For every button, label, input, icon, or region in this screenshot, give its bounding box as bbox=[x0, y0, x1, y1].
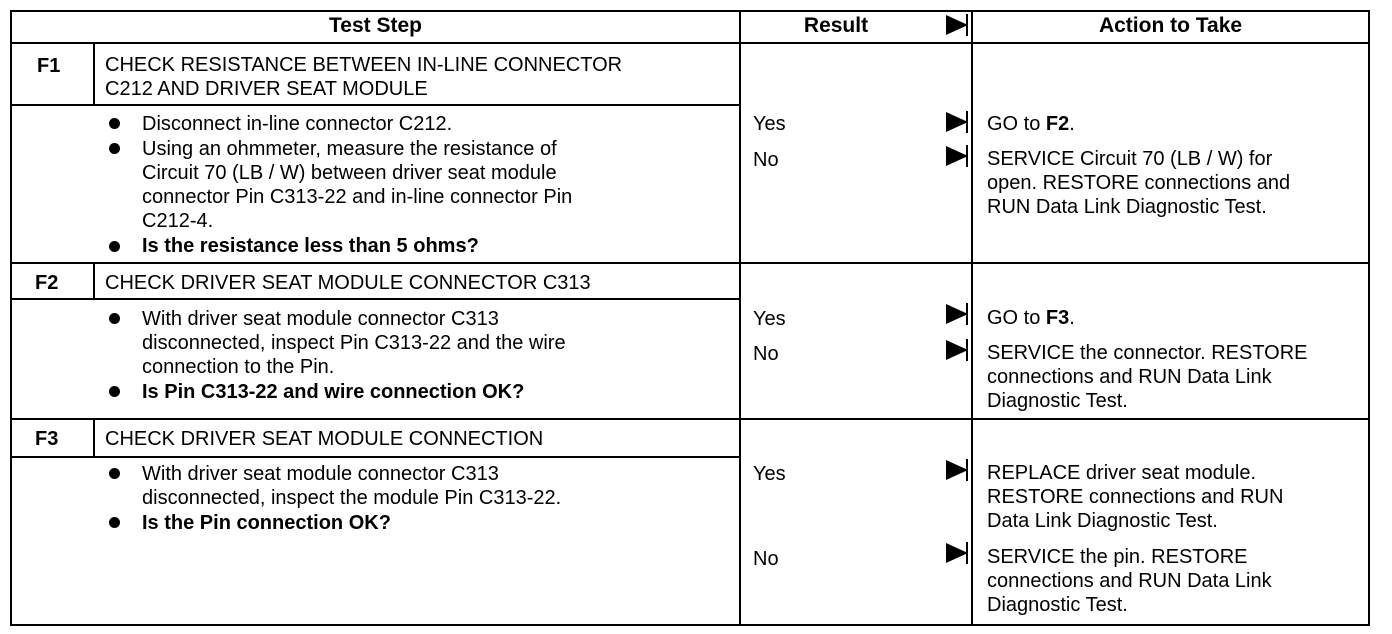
row-divider-f2-f3 bbox=[10, 418, 1370, 420]
arrow-bar bbox=[966, 145, 968, 167]
bullet-icon bbox=[109, 468, 120, 479]
step-title-underline-f1 bbox=[10, 104, 740, 106]
step-instruction: disconnected, inspect Pin C313-22 and the wire bbox=[142, 332, 566, 354]
result-no: No bbox=[753, 343, 779, 365]
step-id: F2 bbox=[35, 272, 59, 294]
step-instruction: connection to the Pin. bbox=[142, 356, 335, 378]
bullet-icon bbox=[109, 313, 120, 324]
step-instruction: Disconnect in-line connector C212. bbox=[142, 113, 453, 135]
result-yes: Yes bbox=[753, 113, 786, 135]
result-no: No bbox=[753, 548, 779, 570]
step-title-underline-f3 bbox=[10, 456, 740, 458]
arrow-bar bbox=[966, 339, 968, 361]
action-no: open. RESTORE connections and bbox=[987, 172, 1291, 194]
result-no: No bbox=[753, 149, 779, 171]
arrow-bar bbox=[966, 111, 968, 133]
header-action: Action to Take bbox=[1098, 14, 1243, 37]
result-yes: Yes bbox=[753, 308, 786, 330]
column-divider-result bbox=[739, 10, 741, 626]
action-yes: RESTORE connections and RUN bbox=[987, 486, 1284, 508]
arrow-icon bbox=[946, 112, 968, 132]
step-instruction: C212-4. bbox=[142, 210, 214, 232]
row-divider-f1-f2 bbox=[10, 262, 1370, 264]
step-id-divider-f2 bbox=[93, 262, 95, 300]
step-id: F3 bbox=[35, 428, 59, 450]
bullet-icon bbox=[109, 143, 120, 154]
header-arrow-bar bbox=[966, 14, 968, 36]
action-yes: GO to F3. bbox=[987, 307, 1075, 329]
arrow-bar bbox=[966, 459, 968, 481]
bullet-icon bbox=[109, 386, 120, 397]
arrow-bar bbox=[966, 542, 968, 564]
step-title: CHECK DRIVER SEAT MODULE CONNECTOR C313 bbox=[105, 272, 591, 294]
arrow-icon bbox=[946, 340, 968, 360]
table-border-right bbox=[1368, 10, 1370, 626]
result-yes: Yes bbox=[753, 463, 786, 485]
action-no: SERVICE Circuit 70 (LB / W) for bbox=[987, 148, 1273, 170]
step-instruction: disconnected, inspect the module Pin C313-22. bbox=[142, 487, 562, 509]
table-border-bottom bbox=[10, 624, 1370, 626]
arrow-icon bbox=[946, 146, 968, 166]
step-question: Is the Pin connection OK? bbox=[142, 512, 391, 534]
table-border-left bbox=[10, 10, 12, 626]
arrow-bar bbox=[966, 303, 968, 325]
action-no: SERVICE the connector. RESTORE bbox=[987, 342, 1308, 364]
step-title: CHECK DRIVER SEAT MODULE CONNECTION bbox=[105, 428, 544, 450]
action-yes: Data Link Diagnostic Test. bbox=[987, 510, 1218, 532]
header-arrow-icon bbox=[946, 15, 968, 35]
action-no: RUN Data Link Diagnostic Test. bbox=[987, 196, 1267, 218]
header-divider bbox=[10, 42, 1370, 44]
step-instruction: With driver seat module connector C313 bbox=[142, 308, 499, 330]
action-no: connections and RUN Data Link bbox=[987, 570, 1272, 592]
action-no: Diagnostic Test. bbox=[987, 594, 1128, 616]
step-question: Is Pin C313-22 and wire connection OK? bbox=[142, 381, 525, 403]
step-instruction: Circuit 70 (LB / W) between driver seat module bbox=[142, 162, 557, 184]
step-question: Is the resistance less than 5 ohms? bbox=[142, 235, 479, 257]
step-title: C212 AND DRIVER SEAT MODULE bbox=[105, 78, 428, 100]
step-instruction: connector Pin C313-22 and in-line connector Pin bbox=[142, 186, 573, 208]
arrow-icon bbox=[946, 304, 968, 324]
action-no: SERVICE the pin. RESTORE bbox=[987, 546, 1248, 568]
arrow-icon bbox=[946, 460, 968, 480]
action-no: connections and RUN Data Link bbox=[987, 366, 1272, 388]
step-id: F1 bbox=[37, 55, 61, 77]
step-id-divider-f1 bbox=[93, 42, 95, 104]
action-no: Diagnostic Test. bbox=[987, 390, 1128, 412]
action-yes: GO to F2. bbox=[987, 113, 1075, 135]
step-title-underline-f2 bbox=[10, 298, 740, 300]
bullet-icon bbox=[109, 118, 120, 129]
action-yes: REPLACE driver seat module. bbox=[987, 462, 1257, 484]
bullet-icon bbox=[109, 517, 120, 528]
table-border-top bbox=[10, 10, 1370, 12]
step-title: CHECK RESISTANCE BETWEEN IN-LINE CONNECTOR bbox=[105, 54, 623, 76]
arrow-icon bbox=[946, 543, 968, 563]
header-result: Result bbox=[803, 14, 869, 37]
column-divider-action bbox=[971, 10, 973, 626]
bullet-icon bbox=[109, 241, 120, 252]
step-instruction: With driver seat module connector C313 bbox=[142, 463, 499, 485]
header-test-step: Test Step bbox=[329, 14, 422, 37]
step-instruction: Using an ohmmeter, measure the resistance of bbox=[142, 138, 557, 160]
step-id-divider-f3 bbox=[93, 418, 95, 458]
